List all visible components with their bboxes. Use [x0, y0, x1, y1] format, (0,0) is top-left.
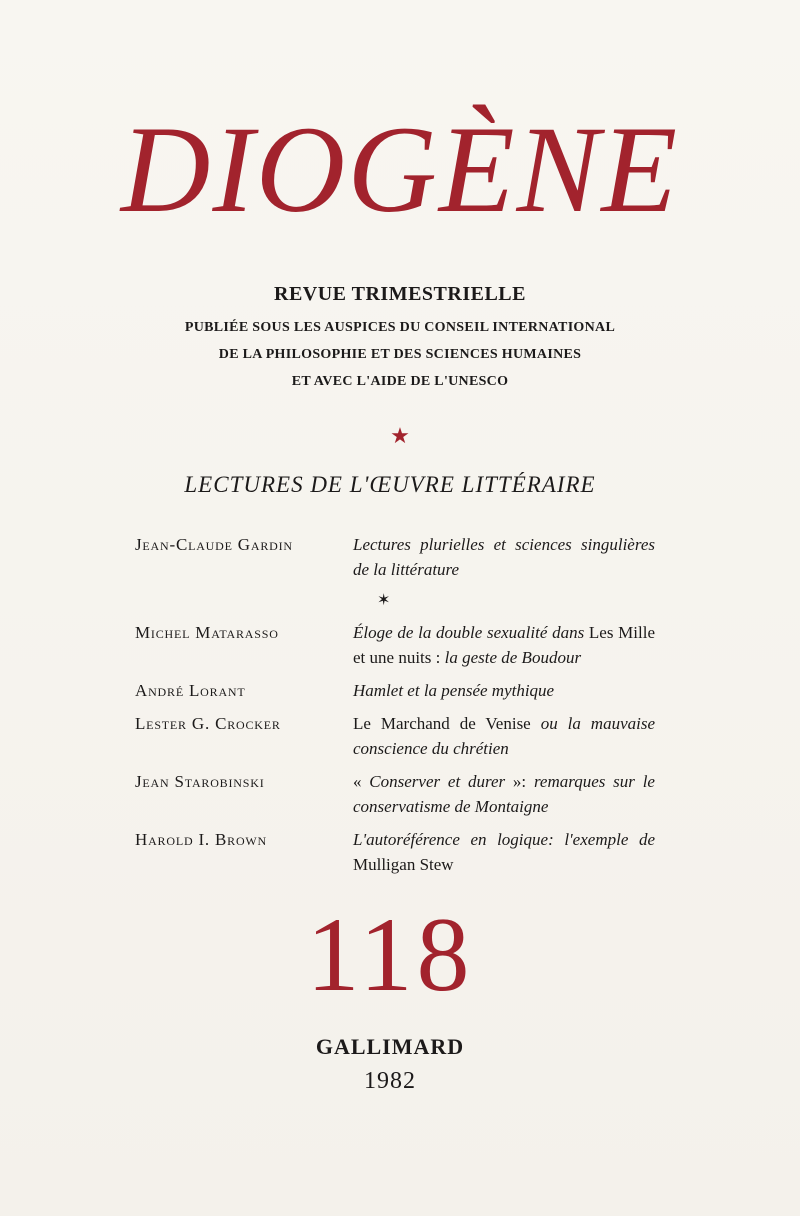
toc-author: Jean Starobinski [135, 772, 265, 791]
toc-article-title [353, 678, 655, 703]
auspices-line-2: DE LA PHILOSOPHIE ET DES SCIENCES HUMAINES [218, 347, 582, 362]
toc-author: Lester G. Crocker [135, 714, 281, 733]
title-roman-segment: « [353, 772, 370, 791]
toc-entry [135, 711, 655, 761]
auspices-line-3: ET AVEC L'AIDE DE L'UNESCO [291, 374, 509, 389]
issue-number: 118 [306, 896, 474, 1013]
title-italic-segment: la geste de Boudour [444, 648, 582, 667]
toc-article-title [353, 769, 655, 819]
publication-year: 1982 [364, 1068, 416, 1094]
toc-author: Jean-Claude Gardin [135, 535, 293, 554]
toc-article-title [353, 532, 655, 582]
toc-entry [135, 620, 655, 670]
toc-article-title [353, 827, 655, 877]
magazine-subtitle: REVUE TRIMESTRIELLE [274, 283, 526, 305]
toc-author: Harold I. Brown [135, 830, 268, 849]
toc-author: Michel Matarasso [135, 623, 279, 642]
toc-article-title [353, 711, 655, 761]
toc-entry [135, 827, 655, 877]
toc-entry [135, 532, 655, 582]
publisher-name: GALLIMARD [315, 1034, 465, 1059]
title-italic-segment: Éloge de la double sexualité dans [353, 623, 585, 642]
title-roman-segment: Le Marchand de Venise [353, 714, 541, 733]
toc-entry [135, 769, 655, 819]
title-italic-segment: L'autoréférence en logique: l'exemple de [353, 830, 655, 849]
title-italic-segment: remarques sur le conservatisme de Montaigne [353, 772, 655, 816]
title-italic-segment: ou la mauvaise conscience du chrétien [353, 714, 656, 758]
magazine-title: DIOGÈNE [120, 101, 680, 238]
title-italic-segment: Lectures plurielles et sciences singulières de la littérature [353, 535, 655, 579]
title-roman-segment: Mulligan Stew [353, 855, 454, 874]
title-italic-segment: Hamlet et la pensée mythique [353, 681, 555, 700]
table-of-contents [135, 532, 655, 885]
toc-entry [135, 678, 655, 703]
issue-theme: LECTURES DE L'ŒUVRE LITTÉRAIRE [184, 472, 596, 497]
toc-article-title [353, 620, 655, 670]
separator-ornament-icon: ✶ [377, 592, 391, 609]
title-roman-segment: Les Mille et une nuits : [353, 623, 655, 667]
title-italic-segment: Conserver et durer [369, 772, 506, 791]
auspices-line-1: PUBLIÉE SOUS LES AUSPICES DU CONSEIL INTERNATIONAL [184, 320, 616, 335]
star-ornament-icon: ★ [390, 423, 410, 448]
toc-author: André Lorant [135, 681, 246, 700]
title-roman-segment: »: [505, 772, 534, 791]
